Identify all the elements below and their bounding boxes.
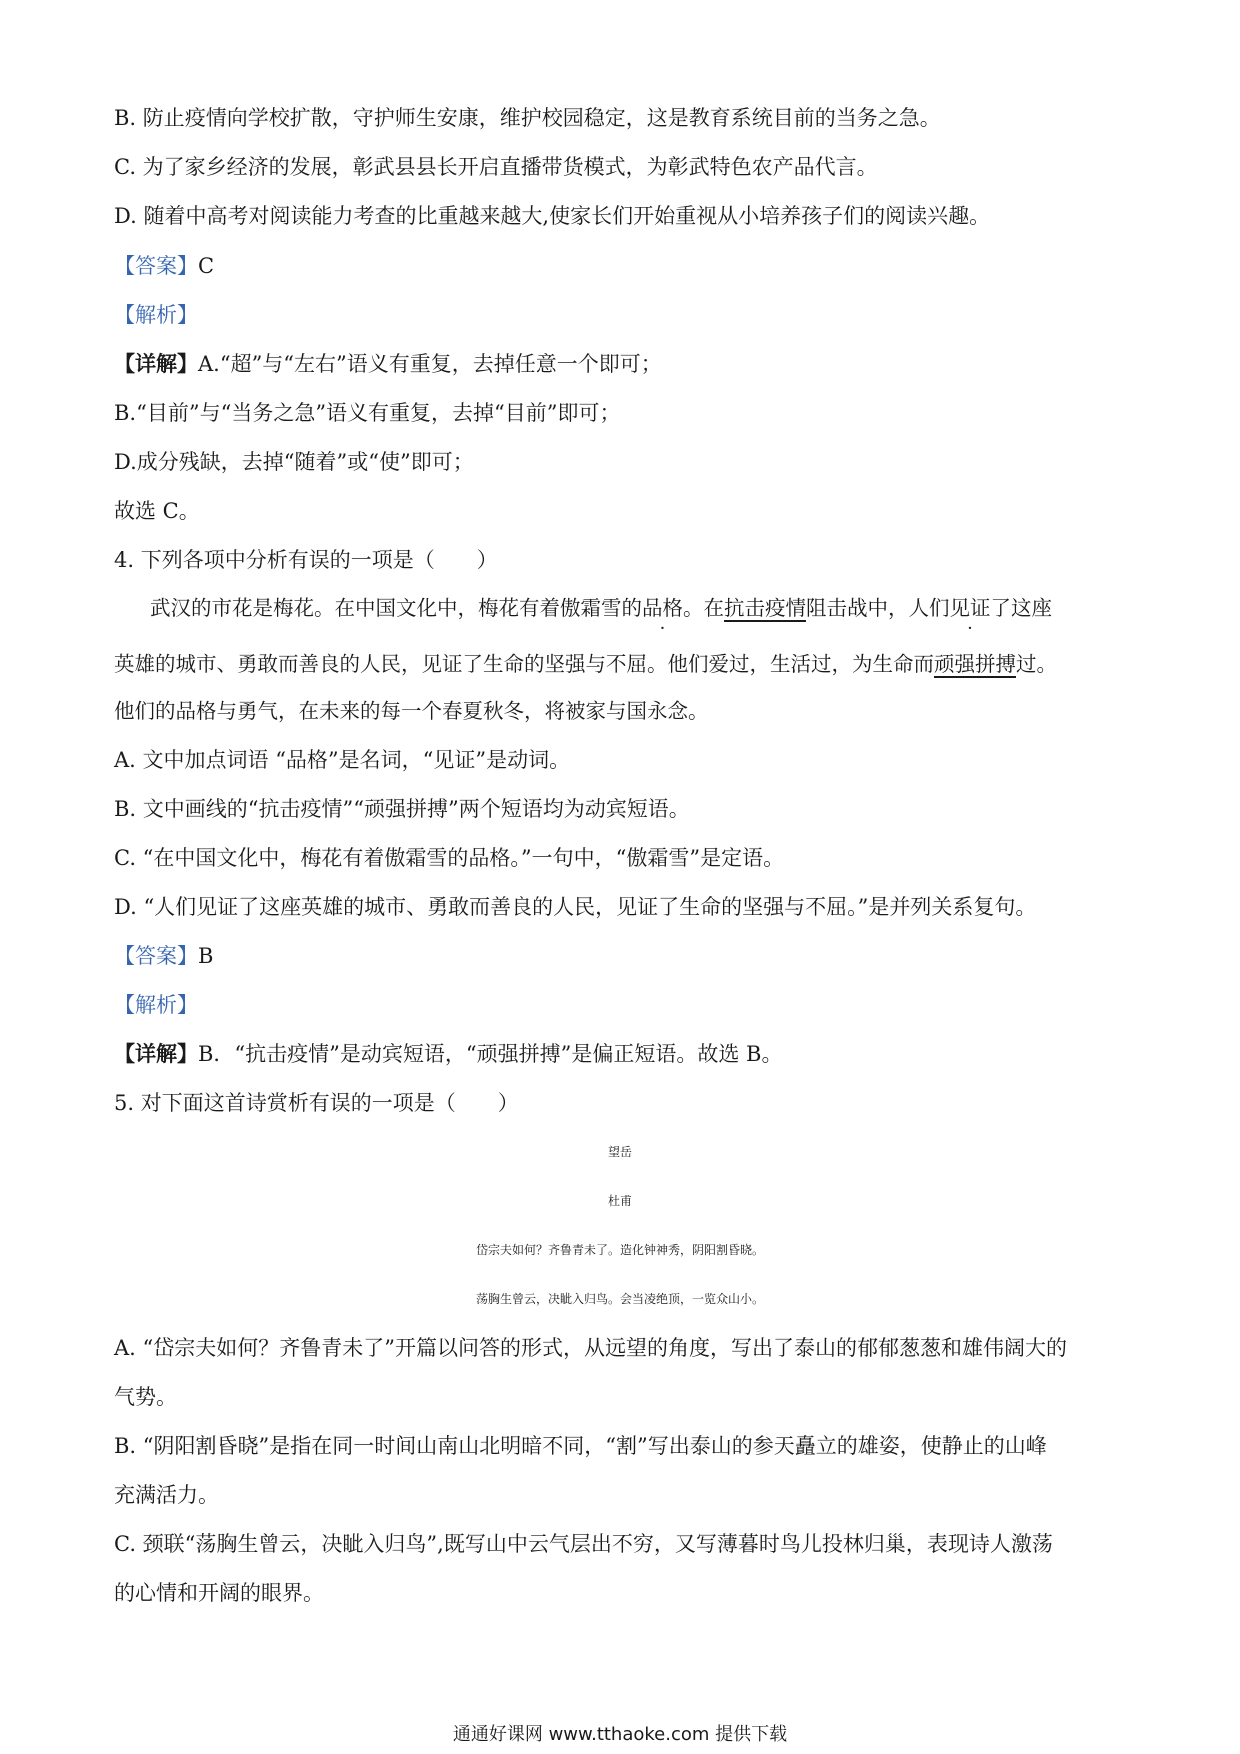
q3-detail-2: B.“目前”与“当务之急”语义有重复，去掉“目前”即可； bbox=[114, 401, 621, 425]
passage-text: 过。 bbox=[1016, 652, 1057, 676]
q5-stem: 5. 对下面这首诗赏析有误的一项是（ ） bbox=[114, 1091, 519, 1115]
analysis-tag: 【解析】 bbox=[114, 993, 198, 1017]
q4-answer bbox=[114, 940, 1130, 972]
passage-text: 。在 bbox=[683, 596, 724, 620]
footer-watermark: 通通好课网 www.tthaoke.com 提供下载 bbox=[452, 1724, 788, 1745]
q3-option-c: C. 为了家乡经济的发展，彰武县县长开启直播带货模式，为彰武特色农产品代言。 bbox=[114, 155, 878, 179]
answer-tag: 【答案】 bbox=[114, 254, 198, 278]
q4-passage-line-3: 他们的品格与勇气，在未来的每一个春夏秋冬，将被家与国永念。 bbox=[114, 699, 709, 723]
q5-option-c-line-2: 的心情和开阔的眼界。 bbox=[114, 1581, 324, 1605]
q4-passage-line-1 bbox=[150, 592, 1130, 624]
dotted-word-pinge: 品格 bbox=[642, 596, 683, 620]
q4-option-c: C. “在中国文化中，梅花有着傲霜雪的品格。”一句中，“傲霜雪”是定语。 bbox=[114, 846, 785, 870]
poem-line-2: 荡胸生曾云，决眦入归鸟。会当凌绝顶，一览众山小。 bbox=[475, 1292, 764, 1306]
passage-text: 了这座 bbox=[990, 596, 1052, 620]
q4-stem: 4. 下列各项中分析有误的一项是（ ） bbox=[114, 548, 498, 572]
q5-option-b-line-1: B. “阴阳割昏晓”是指在同一时间山南山北明暗不同，“割”写出泰山的参天矗立的雄姿，使静止的山峰 bbox=[114, 1434, 1047, 1458]
q5-option-b-line-2: 充满活力。 bbox=[114, 1483, 219, 1507]
poem-line-1: 岱宗夫如何？齐鲁青未了。造化钟神秀，阴阳割昏晓。 bbox=[475, 1243, 764, 1257]
underlined-phrase-pinbo: 顽强拼搏 bbox=[934, 652, 1016, 676]
passage-text: 阻击战中，人们 bbox=[806, 596, 950, 620]
passage-text: 武汉的市花是梅花。在中国文化中，梅花有着傲霜雪的 bbox=[150, 596, 642, 620]
answer-value: B bbox=[198, 944, 214, 968]
q3-option-d: D. 随着中高考对阅读能力考查的比重越来越大,使家长们开始重视从小培养孩子们的阅读兴趣。 bbox=[114, 204, 991, 228]
analysis-tag: 【解析】 bbox=[114, 303, 198, 327]
q3-detail-3: D.成分残缺，去掉“随着”或“使”即可； bbox=[114, 450, 474, 474]
q3-option-b: B. 防止疫情向学校扩散，守护师生安康，维护校园稳定，这是教育系统目前的当务之急。 bbox=[114, 106, 941, 130]
q5-option-c-line-1: C. 颈联“荡胸生曾云，决眦入归鸟”,既写山中云气层出不穷，又写薄暮时鸟儿投林归巢，表现诗人激荡 bbox=[114, 1532, 1053, 1556]
q4-passage-line-2 bbox=[114, 648, 1130, 680]
q4-detail bbox=[114, 1038, 1130, 1070]
poem-title: 望岳 bbox=[607, 1145, 632, 1159]
q3-analysis bbox=[114, 299, 1130, 331]
underlined-phrase-kangji: 抗击疫情 bbox=[724, 596, 806, 620]
dotted-word-jianzheng: 见证 bbox=[949, 596, 991, 620]
q5-option-a-line-1: A. “岱宗夫如何？齐鲁青未了”开篇以问答的形式，从远望的角度，写出了泰山的郁郁葱葱和雄伟阔大的 bbox=[114, 1336, 1067, 1360]
detail-tag: 【详解】 bbox=[114, 1041, 198, 1066]
answer-tag: 【答案】 bbox=[114, 944, 198, 968]
detail-text: B．“抗击疫情”是动宾短语，“顽强拼搏”是偏正短语。故选 B。 bbox=[198, 1042, 783, 1066]
q4-option-b: B. 文中画线的“抗击疫情”“顽强拼搏”两个短语均为动宾短语。 bbox=[114, 797, 690, 821]
passage-text: 英雄的城市、勇敢而善良的人民，见证了生命的坚强与不屈。他们爱过，生活过，为生命而 bbox=[114, 652, 934, 676]
q5-option-a-line-2: 气势。 bbox=[114, 1385, 177, 1409]
q3-answer bbox=[114, 250, 1130, 282]
answer-value: C bbox=[198, 254, 215, 278]
q3-detail-1 bbox=[114, 348, 1130, 380]
poem-author: 杜甫 bbox=[607, 1194, 632, 1208]
q3-detail-4: 故选 C。 bbox=[114, 499, 200, 523]
q4-option-a: A. 文中加点词语 “品格”是名词，“见证”是动词。 bbox=[114, 748, 571, 772]
detail-text: A.“超”与“左右”语义有重复，去掉任意一个即可； bbox=[198, 352, 662, 376]
detail-tag: 【详解】 bbox=[114, 351, 198, 376]
q4-option-d: D. “人们见证了这座英雄的城市、勇敢而善良的人民，见证了生命的坚强与不屈。”是并列关系复句。 bbox=[114, 895, 1037, 919]
q4-analysis bbox=[114, 989, 1130, 1021]
